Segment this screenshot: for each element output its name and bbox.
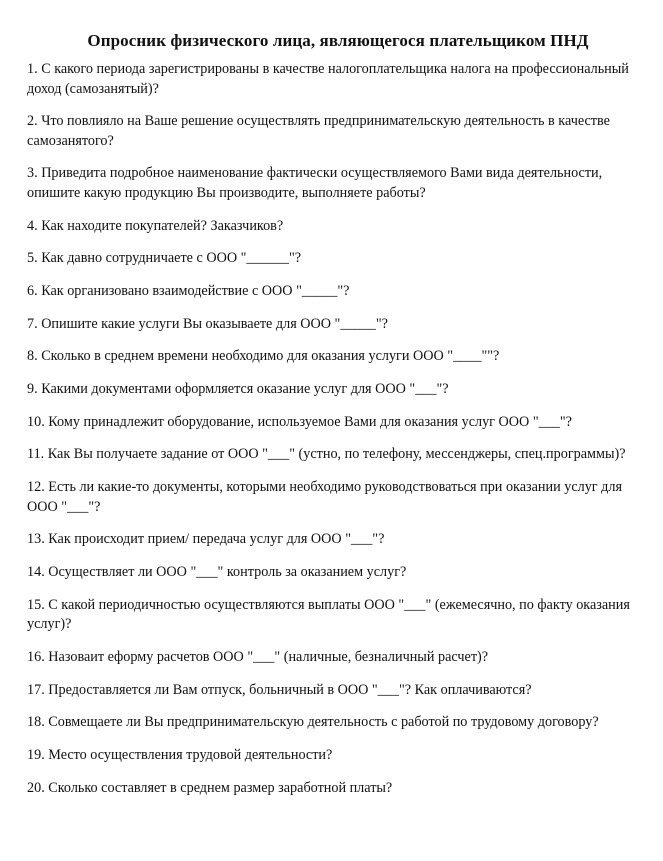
question-4: 4. Как находите покупателей? Заказчиков?	[27, 217, 284, 234]
question-8: 8. Сколько в среднем времени необходимо для оказания услуги ООО "____""?	[27, 348, 500, 365]
question-10: 10. Кому принадлежит оборудование, используемое Вами для оказания услуг ООО "___"?	[27, 413, 572, 430]
question-12: 12. Есть ли какие-то документы, которыми необходимо руководствоваться при оказании услуг для ООО "___"?	[27, 479, 622, 515]
question-19: 19. Место осуществления трудовой деятельности?	[27, 746, 333, 763]
question-5: 5. Как давно сотрудничаете с ООО "______"?	[27, 250, 302, 267]
question-list	[27, 60, 645, 798]
question-11: 11. Как Вы получаете задание от ООО "___" (устно, по телефону, мессенджеры, спец.программы)?	[27, 446, 626, 463]
question-14: 14. Осуществляет ли ООО "___" контроль за оказанием услуг?	[27, 563, 407, 580]
question-7: 7. Опишите какие услуги Вы оказываете для ООО "_____"?	[27, 315, 388, 332]
question-1: 1. С какого периода зарегистрированы в качестве налогоплательщика налога на профессиональный доход (самозанятый)?	[27, 61, 629, 97]
question-16: 16. Назоваит еформу расчетов ООО "___" (наличные, безналичный расчет)?	[27, 648, 489, 665]
question-17: 17. Предоставляется ли Вам отпуск, больничный в ООО "___"? Как оплачиваются?	[27, 681, 532, 698]
question-20: 20. Сколько составляет в среднем размер заработной платы?	[27, 779, 393, 796]
question-9: 9. Какими документами оформляется оказание услуг для ООО "___"?	[27, 381, 449, 397]
document-title: Опросник физического лица, являющегося плательщиком ПНД	[87, 31, 589, 50]
question-6: 6. Как организовано взаимодействие с ООО "_____"?	[27, 282, 350, 299]
question-18: 18. Совмещаете ли Вы предпринимательскую деятельность с работой по трудовому договору?	[27, 714, 599, 731]
question-15: 15. С какой периодичностью осуществляются выплаты ООО "___" (ежемесячно, по факту оказания услуг)?	[27, 596, 630, 633]
question-13: 13. Как происходит прием/ передача услуг для ООО "___"?	[27, 531, 385, 548]
question-2: 2. Что повлияло на Ваше решение осуществлять предпринимательскую деятельность в качестве самозанятого?	[27, 113, 610, 149]
question-3: 3. Приведита подробное наименование фактически осуществляемого Вами вида деятельности, опишите какую продукцию Вы производите, выполняете работы?	[27, 165, 603, 201]
